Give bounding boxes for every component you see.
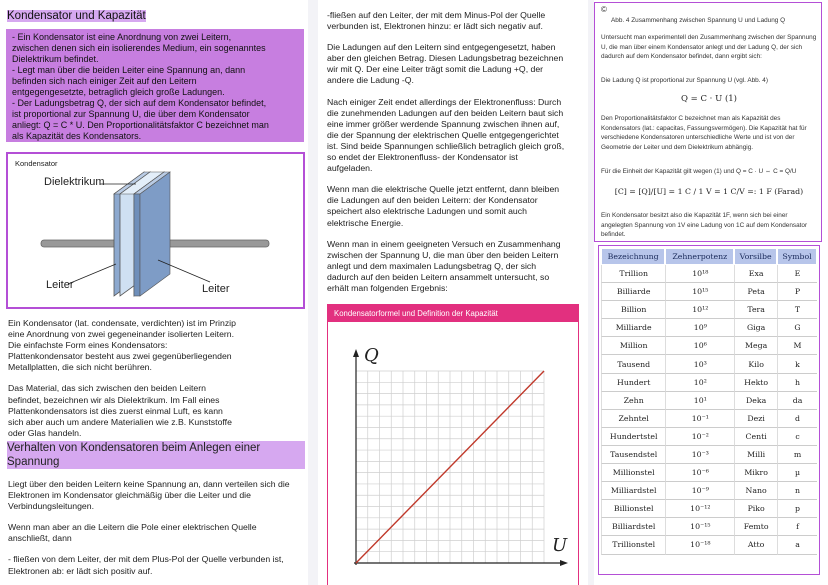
cell-symbol: M <box>777 337 817 355</box>
text-line: oder Glas handeln. <box>8 427 82 438</box>
text-line: Plattenkondensators ist dies zuerst einmal Luft, es kann <box>8 405 223 416</box>
table-row <box>601 392 817 410</box>
text-line: entgegengesetzte, betraglich gleich große Ladungen. <box>12 87 225 97</box>
equation-q-cu: Q = C · U (1) <box>680 94 737 104</box>
capacitor-figure <box>6 152 305 309</box>
text-line: speichert also elektrische Ladungen und somit auch <box>327 206 527 217</box>
cell-vorsilbe: Hekto <box>734 374 777 392</box>
chart-card <box>327 304 579 585</box>
text-line: dadurch auf dem Kondensator befindet, dann ergibt sich: <box>601 53 762 60</box>
header-vorsilbe: Vorsilbe <box>734 248 777 265</box>
text-line: anliegt: Q = C * U. Den Proportionalitätsfaktor C bezeichnet man <box>12 120 269 130</box>
copyright-mark: © <box>601 5 607 14</box>
cell-bezeichnung: Milliardstel <box>601 482 665 500</box>
cell-symbol: E <box>777 265 817 283</box>
cell-symbol: G <box>777 319 817 337</box>
qu-chart <box>328 323 578 585</box>
table-row <box>601 410 817 428</box>
text-line: Liegt über den beiden Leitern keine Spannung an, dann verteilen sich die <box>8 479 290 489</box>
table-row <box>601 265 817 283</box>
table-row <box>601 283 817 301</box>
text-line: verbunden ist, Elektronen hinzu: er lädt sich negativ auf. <box>327 21 543 32</box>
text-line: Wenn man die elektrische Quelle jetzt entfernt, dann bleiben <box>327 184 560 195</box>
cell-zehnerpotenz: 10⁻¹ <box>665 410 734 428</box>
text-line: sich aber auch um andere Materialien wie z.B. Kunststoffe <box>8 416 232 427</box>
proportional-line: Die Ladung Q ist proportional zur Spannung U (vgl. Abb. 4) <box>601 77 768 84</box>
cell-bezeichnung: Trillionstel <box>601 536 665 554</box>
text-line: U, die man über einem Kondensator anlegt und der Ladung Q, der sich <box>601 43 803 51</box>
intro-text <box>8 318 306 449</box>
text-line: - Legt man über die beiden Leiter eine Spannung an, dann <box>12 65 246 75</box>
cell-vorsilbe: Dezi <box>734 410 777 428</box>
cell-symbol: P <box>777 283 817 301</box>
cell-bezeichnung: Tausendstel <box>601 446 665 464</box>
cell-symbol: d <box>777 410 817 428</box>
text-line: aufgeladen. <box>327 163 373 174</box>
si-prefix-table <box>601 248 817 555</box>
text-line: befinden sich nach einiger Zeit auf den Leitern <box>12 76 197 86</box>
equation-farad: [C] = [Q]/[U] = 1 C / 1 V = 1 C/V =: 1 F (Farad) <box>614 187 804 196</box>
cell-vorsilbe: Piko <box>734 500 777 518</box>
text-line: befindet, bezeichnen wir als Dielektrikum. Im Fall eines <box>8 394 220 405</box>
text-line: Untersucht man experimentell den Zusammenhang zwischen der Spannung <box>601 34 817 41</box>
text-line: eine immer größer werdende Spannung zwischen ihnen auf, <box>327 118 560 129</box>
cell-zehnerpotenz: 10³ <box>665 355 734 373</box>
farad-lines <box>601 211 821 240</box>
table-row <box>601 301 817 319</box>
text-line: Kondensators (lat.: capacitas, Fassungsvermögen). Die Kapazität hat für <box>601 124 807 132</box>
cell-vorsilbe: Mega <box>734 337 777 355</box>
section-heading <box>7 441 305 469</box>
text-line: Plattenkondensator besteht aus zwei gegenüberliegenden <box>8 351 232 362</box>
paragraph-2 <box>327 42 585 86</box>
cell-symbol: m <box>777 446 817 464</box>
cell-zehnerpotenz: 10⁻⁶ <box>665 464 734 482</box>
figure-caption <box>611 16 785 26</box>
text-line: Wenn man in einem geeigneten Versuch en Zusammenhang <box>327 238 561 249</box>
middle-text <box>327 10 585 304</box>
cell-zehnerpotenz: 10¹² <box>665 301 734 319</box>
text-line: verschiedene Kondensatoren unterschiedliche Werte und ist von der <box>601 134 795 141</box>
x-axis-arrow <box>560 560 568 566</box>
table-header-row <box>601 248 817 265</box>
cell-symbol: c <box>777 428 817 446</box>
text-line: zwischen denen sich ein isolierendes Medium, ein sogenanntes <box>12 43 266 53</box>
cell-zehnerpotenz: 10⁻¹⁸ <box>665 536 734 554</box>
header-bezeichnung: Bezeichnung <box>601 248 665 265</box>
text-line: Das Material, das sich zwischen den beiden Leitern <box>8 383 206 394</box>
y-axis-label: Q <box>364 345 379 366</box>
text-line: die zunehmenden Ladungen auf den beiden Leitern baut sich <box>327 107 564 118</box>
paragraph-1 <box>327 10 585 32</box>
label-right-conductor: Leiter <box>202 283 230 295</box>
table-row <box>601 500 817 518</box>
text-line: eine Anordnung von zwei gegeneinander isolierten Leitern. <box>8 329 235 340</box>
cell-symbol: p <box>777 500 817 518</box>
cell-bezeichnung: Hundert <box>601 374 665 392</box>
cell-zehnerpotenz: 10⁻¹⁵ <box>665 518 734 536</box>
cell-bezeichnung: Million <box>601 337 665 355</box>
paragraph-3 <box>327 97 585 175</box>
table-row <box>601 337 817 355</box>
cell-zehnerpotenz: 10² <box>665 374 734 392</box>
cell-vorsilbe: Milli <box>734 446 777 464</box>
cell-bezeichnung: Milliarde <box>601 319 665 337</box>
column-left <box>0 0 308 585</box>
cell-bezeichnung: Billion <box>601 301 665 319</box>
cell-vorsilbe: Femto <box>734 518 777 536</box>
text-line: - fließen von dem Leiter, der mit dem Plus-Pol der Quelle verbunden ist, <box>8 554 284 565</box>
text-line: aber den gleichen Betrag. Diesen Ladungsbetrag bezeichnen <box>327 53 564 64</box>
cell-vorsilbe: Kilo <box>734 355 777 373</box>
figure-title: Kondensator <box>15 159 58 168</box>
text-line: Die einfachste Form eines Kondensators: <box>8 340 168 351</box>
cell-bezeichnung: Zehn <box>601 392 665 410</box>
text-line: Spannung <box>7 455 305 469</box>
text-line: die der Spannung der elektrischen Quelle entgegengerichtet <box>327 129 559 140</box>
text-line: Die Ladungen auf den Leitern sind entgegengesetzt, haben <box>327 42 556 53</box>
cell-zehnerpotenz: 10¹⁸ <box>665 265 734 283</box>
text-line: Den Proportionalitätsfaktor C bezeichnet man als Kapazität des <box>601 115 781 122</box>
text-line: -fließen auf den Leiter, der mit dem Minus-Pol der Quelle <box>327 10 546 20</box>
table-row <box>601 482 817 500</box>
definition-lines <box>601 114 821 152</box>
x-axis-label: U <box>552 535 568 556</box>
table-row <box>601 374 817 392</box>
cell-vorsilbe: Peta <box>734 283 777 301</box>
unit-line: Für die Einheit der Kapazität gilt wegen (1) und Q = C · U ⇔ C = Q/U <box>601 168 797 175</box>
cell-symbol: f <box>777 518 817 536</box>
text-line: Verhalten von Kondensatoren beim Anlegen einer <box>7 441 305 455</box>
paragraph-5 <box>327 239 585 294</box>
cell-vorsilbe: Exa <box>734 265 777 283</box>
table-body <box>601 265 817 555</box>
table-row <box>601 446 817 464</box>
text-line: Ein Kondensator besitzt also die Kapazität 1F, wenn sich bei einer <box>601 212 788 219</box>
text-line: Ein Kondensator (lat. condensate, verdichten) ist im Prinzip <box>8 318 236 328</box>
cell-vorsilbe: Atto <box>734 536 777 554</box>
text-line: Nach einiger Zeit endet allerdings der Elektronenfluss: Durch <box>327 96 562 107</box>
cell-zehnerpotenz: 10⁻¹² <box>665 500 734 518</box>
paragraph-2 <box>8 383 306 438</box>
text-line: Wenn man aber an die Leitern die Pole einer elektrischen Quelle <box>8 522 257 533</box>
definition-box <box>594 2 822 242</box>
paragraph-4 <box>8 522 308 544</box>
cell-bezeichnung: Hundertstel <box>601 428 665 446</box>
paragraph-1 <box>8 318 306 373</box>
text-line: angelegten Spannung von 1V eine Ladung von 1C auf dem Kondensator <box>601 221 808 229</box>
cell-symbol: n <box>777 482 817 500</box>
page-title: Kondensator und Kapazität <box>7 10 146 22</box>
text-line: die Ladungen auf den beiden Leitern: der Kondensator <box>327 195 538 206</box>
y-axis-arrow <box>353 349 359 357</box>
cell-zehnerpotenz: 10⁹ <box>665 319 734 337</box>
summary-lines <box>12 32 298 142</box>
text-line: Dielektrikum befindet. <box>12 54 99 64</box>
paragraph-4 <box>327 184 585 228</box>
text-line: - Der Ladungsbetrag Q, der sich auf dem Kondensator befindet, <box>12 98 267 108</box>
text-line: wir mit Q. Der eine Leiter trägt somit die Ladung +Q, der <box>327 64 544 75</box>
table-row <box>601 428 817 446</box>
text-line: befindet. <box>601 231 626 238</box>
text-line: als Kapazität des Kondensators. <box>12 131 142 141</box>
cell-bezeichnung: Billiarde <box>601 283 665 301</box>
cell-bezeichnung: Millionstel <box>601 464 665 482</box>
cell-symbol: h <box>777 374 817 392</box>
text-line: - Ein Kondensator ist eine Anordnung von zwei Leitern, <box>12 32 232 42</box>
text-line: erhält man folgenden Ergebnis: <box>327 282 448 293</box>
header-symbol: Symbol <box>777 248 817 265</box>
cell-zehnerpotenz: 10⁻² <box>665 428 734 446</box>
table-row <box>601 464 817 482</box>
text-line: ist proportional zur Spannung U, die über dem Kondensator <box>12 109 250 119</box>
label-left-conductor: Leiter <box>46 279 74 291</box>
text-line: Metallplatten, die sich nicht berühren. <box>8 362 152 373</box>
cell-symbol: k <box>777 355 817 373</box>
cell-bezeichnung: Tausend <box>601 355 665 373</box>
column-right <box>594 0 828 585</box>
cell-zehnerpotenz: 10¹⁵ <box>665 283 734 301</box>
table-row <box>601 536 817 554</box>
table-row <box>601 355 817 373</box>
intro-lines <box>601 33 821 62</box>
text-line: zwischen der Spannung U, die man über den beiden Leitern <box>327 249 559 260</box>
text-line: Elektronen im Kondensator gleichmäßig über die Leiter und die <box>8 490 251 501</box>
text-line: elektrische Energie. <box>327 217 404 228</box>
heading-lines <box>7 441 305 469</box>
cell-bezeichnung: Zehntel <box>601 410 665 428</box>
cell-symbol: da <box>777 392 817 410</box>
cell-zehnerpotenz: 10¹ <box>665 392 734 410</box>
cell-bezeichnung: Billionstel <box>601 500 665 518</box>
cell-vorsilbe: Giga <box>734 319 777 337</box>
cell-bezeichnung: Trillion <box>601 265 665 283</box>
text-line: Elektronen ab: er lädt sich positiv auf. <box>8 565 153 576</box>
text-line: dadurch auf den beiden Leitern ansammelt untersucht, so <box>327 271 550 282</box>
column-middle <box>318 0 588 585</box>
cell-zehnerpotenz: 10⁻³ <box>665 446 734 464</box>
text-line: andere die Ladung -Q. <box>327 75 414 86</box>
chart-header: Kondensatorformel und Definition der Kapazität <box>328 305 578 322</box>
cell-symbol: a <box>777 536 817 554</box>
paragraph-3 <box>8 479 308 512</box>
text-line: Verbindungsleitungen. <box>8 501 94 512</box>
label-dielectric: Dielektrikum <box>44 176 105 188</box>
cell-vorsilbe: Deka <box>734 392 777 410</box>
cell-vorsilbe: Centi <box>734 428 777 446</box>
text-line: so endet der Elektronenfluss- der Kondensator ist <box>327 152 518 163</box>
cell-zehnerpotenz: 10⁻⁹ <box>665 482 734 500</box>
text-line: Abb. 4 Zusammenhang zwischen Spannung U und Ladung Q <box>611 17 786 24</box>
text-line: Geometrie der Leiter und dem Dielektrikum abhängig. <box>601 143 754 151</box>
prefix-table-frame <box>598 245 820 575</box>
table-row <box>601 319 817 337</box>
table-row <box>601 518 817 536</box>
summary-box <box>6 29 304 142</box>
header-zehnerpotenz: Zehnerpotenz <box>665 248 734 265</box>
paragraph-5 <box>8 554 308 576</box>
cell-zehnerpotenz: 10⁶ <box>665 337 734 355</box>
cell-bezeichnung: Billiardstel <box>601 518 665 536</box>
cell-symbol: T <box>777 301 817 319</box>
cell-vorsilbe: Nano <box>734 482 777 500</box>
behaviour-text <box>8 479 308 585</box>
text-line: anschließt, dann <box>8 533 72 544</box>
cell-symbol: µ <box>777 464 817 482</box>
cell-vorsilbe: Tera <box>734 301 777 319</box>
text-line: anlegt und dem maximalen Ladungsbetrag Q, der sich <box>327 260 537 271</box>
text-line: ist. Sind beide Spannungen schließlich betraglich gleich groß, <box>327 140 565 151</box>
cell-vorsilbe: Mikro <box>734 464 777 482</box>
